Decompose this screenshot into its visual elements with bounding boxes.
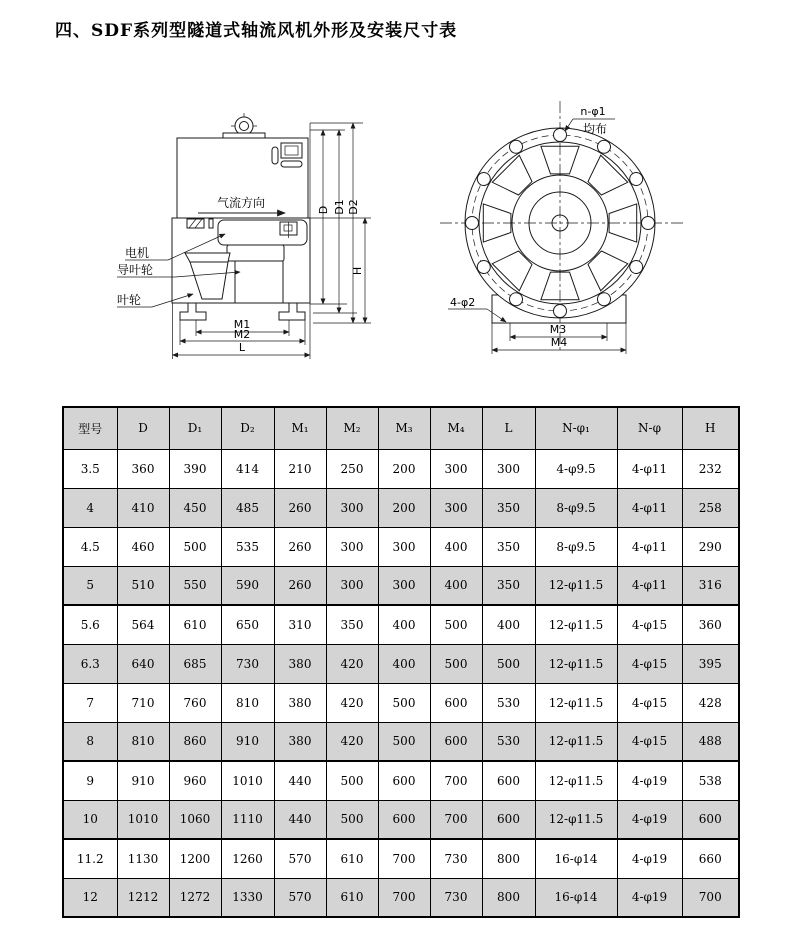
table-cell: 960 — [169, 761, 221, 800]
table-body — [63, 449, 739, 917]
table-cell: 538 — [682, 761, 739, 800]
column-header: M₃ — [378, 407, 430, 449]
table-cell: 535 — [221, 527, 274, 566]
table-cell: 610 — [326, 878, 378, 917]
svg-text:H: H — [351, 266, 364, 276]
table-cell: 4-φ19 — [617, 878, 682, 917]
table-cell: 12 — [63, 878, 117, 917]
table-cell: 300 — [326, 566, 378, 605]
column-header: D₂ — [221, 407, 274, 449]
svg-text:L: L — [238, 341, 246, 354]
table-cell: 810 — [221, 683, 274, 722]
table-cell: 685 — [169, 644, 221, 683]
table-cell: 600 — [682, 800, 739, 839]
table-cell: 1200 — [169, 839, 221, 878]
left-foot — [180, 303, 206, 320]
table-cell: 8-φ9.5 — [535, 488, 617, 527]
table-cell: 590 — [221, 566, 274, 605]
table-cell: 550 — [169, 566, 221, 605]
table-cell: 460 — [117, 527, 169, 566]
table-cell: 485 — [221, 488, 274, 527]
table-cell: 350 — [482, 566, 535, 605]
table-row — [63, 800, 739, 839]
table-cell: 210 — [274, 449, 326, 488]
table-cell: 380 — [274, 722, 326, 761]
table-cell: 410 — [117, 488, 169, 527]
table-cell: 414 — [221, 449, 274, 488]
table-cell: 800 — [482, 878, 535, 917]
table-cell: 12-φ11.5 — [535, 683, 617, 722]
table-cell: 530 — [482, 683, 535, 722]
table-cell: 380 — [274, 644, 326, 683]
table-cell: 1110 — [221, 800, 274, 839]
table-cell: 600 — [430, 683, 482, 722]
table-cell: 600 — [482, 761, 535, 800]
table-cell: 4-φ19 — [617, 839, 682, 878]
table-cell: 360 — [117, 449, 169, 488]
front-view-drawing — [440, 95, 740, 375]
table-cell: 300 — [326, 527, 378, 566]
eye-bolt-icon — [223, 113, 265, 140]
table-cell: 1010 — [117, 800, 169, 839]
table-cell: 12-φ11.5 — [535, 761, 617, 800]
table-cell: 200 — [378, 449, 430, 488]
airflow-label: 气流方向 — [216, 196, 266, 210]
table-cell: 16-φ14 — [535, 839, 617, 878]
table-cell: 400 — [482, 605, 535, 644]
table-cell: 730 — [430, 878, 482, 917]
table-cell: 4-φ15 — [617, 644, 682, 683]
svg-text:D: D — [317, 205, 330, 215]
table-cell: 610 — [326, 839, 378, 878]
table-cell: 4-φ11 — [617, 566, 682, 605]
table-cell: 300 — [482, 449, 535, 488]
page-title: 四、SDF系列型隧道式轴流风机外形及安装尺寸表 — [55, 21, 458, 41]
dimension-table — [62, 406, 740, 918]
table-cell: 1060 — [169, 800, 221, 839]
table-cell: 400 — [378, 605, 430, 644]
table-row — [63, 449, 739, 488]
table-cell: 650 — [221, 605, 274, 644]
table-row — [63, 644, 739, 683]
table-cell: 600 — [378, 800, 430, 839]
table-cell: 400 — [430, 527, 482, 566]
column-header: M₁ — [274, 407, 326, 449]
table-cell: 500 — [378, 683, 430, 722]
table-cell: 350 — [326, 605, 378, 644]
table-cell: 12-φ11.5 — [535, 644, 617, 683]
table-row — [63, 566, 739, 605]
table-cell: 500 — [169, 527, 221, 566]
table-cell: 4.5 — [63, 527, 117, 566]
table-cell: 1330 — [221, 878, 274, 917]
table-cell: 3.5 — [63, 449, 117, 488]
table-row — [63, 605, 739, 644]
table-cell: 4-φ11 — [617, 527, 682, 566]
table-cell: 16-φ14 — [535, 878, 617, 917]
table-row — [63, 488, 739, 527]
table-cell: 350 — [482, 488, 535, 527]
table-cell: 660 — [682, 839, 739, 878]
table-cell: 6.3 — [63, 644, 117, 683]
table-row — [63, 683, 739, 722]
table-cell: 1130 — [117, 839, 169, 878]
column-header: D — [117, 407, 169, 449]
table-cell: 600 — [378, 761, 430, 800]
svg-text:导叶轮: 导叶轮 — [117, 263, 154, 277]
table-cell: 910 — [117, 761, 169, 800]
table-cell: 4-φ11 — [617, 488, 682, 527]
right-foot — [279, 303, 305, 320]
table-cell: 488 — [682, 722, 739, 761]
table-cell: 760 — [169, 683, 221, 722]
table-cell: 564 — [117, 605, 169, 644]
table-cell: 4-φ15 — [617, 722, 682, 761]
table-cell: 4-φ11 — [617, 449, 682, 488]
table-cell: 1010 — [221, 761, 274, 800]
table-cell: 300 — [378, 566, 430, 605]
column-header: M₂ — [326, 407, 378, 449]
table-row — [63, 878, 739, 917]
table-cell: 1212 — [117, 878, 169, 917]
table-cell: 232 — [682, 449, 739, 488]
table-cell: 258 — [682, 488, 739, 527]
svg-text:M4: M4 — [550, 336, 568, 349]
table-cell: 440 — [274, 761, 326, 800]
table-cell: 5 — [63, 566, 117, 605]
table-cell: 300 — [430, 488, 482, 527]
table-row — [63, 722, 739, 761]
table-cell: 11.2 — [63, 839, 117, 878]
svg-text:叶轮: 叶轮 — [117, 293, 142, 307]
table-cell: 7 — [63, 683, 117, 722]
table-cell: 500 — [430, 644, 482, 683]
table-cell: 810 — [117, 722, 169, 761]
table-cell: 12-φ11.5 — [535, 722, 617, 761]
table-cell: 510 — [117, 566, 169, 605]
table-cell: 500 — [326, 761, 378, 800]
table-cell: 500 — [378, 722, 430, 761]
table-cell: 8-φ9.5 — [535, 527, 617, 566]
table-cell: 730 — [430, 839, 482, 878]
table-cell: 290 — [682, 527, 739, 566]
table-cell: 500 — [430, 605, 482, 644]
table-cell: 440 — [274, 800, 326, 839]
table-cell: 428 — [682, 683, 739, 722]
table-cell: 310 — [274, 605, 326, 644]
table-cell: 420 — [326, 644, 378, 683]
table-cell: 260 — [274, 488, 326, 527]
table-cell: 4-φ15 — [617, 683, 682, 722]
table-cell: 860 — [169, 722, 221, 761]
column-header: D₁ — [169, 407, 221, 449]
table-cell: 4-φ9.5 — [535, 449, 617, 488]
table-cell: 360 — [682, 605, 739, 644]
table-cell: 400 — [430, 566, 482, 605]
table-cell: 316 — [682, 566, 739, 605]
table-cell: 500 — [326, 800, 378, 839]
table-cell: 610 — [169, 605, 221, 644]
column-header: 型号 — [63, 407, 117, 449]
table-cell: 4-φ19 — [617, 800, 682, 839]
svg-text:M2: M2 — [233, 328, 251, 341]
table-row — [63, 839, 739, 878]
table-cell: 1272 — [169, 878, 221, 917]
table-cell: 12-φ11.5 — [535, 566, 617, 605]
table-cell: 10 — [63, 800, 117, 839]
svg-text:M1: M1 — [233, 318, 251, 331]
dimension-d-group — [310, 123, 371, 323]
table-cell: 730 — [221, 644, 274, 683]
column-header: M₄ — [430, 407, 482, 449]
column-header: L — [482, 407, 535, 449]
table-cell: 710 — [117, 683, 169, 722]
table-cell: 640 — [117, 644, 169, 683]
table-cell: 700 — [430, 761, 482, 800]
table-cell: 500 — [482, 644, 535, 683]
table-cell: 12-φ11.5 — [535, 800, 617, 839]
table-cell: 570 — [274, 878, 326, 917]
table-cell: 420 — [326, 722, 378, 761]
table-cell: 12-φ11.5 — [535, 605, 617, 644]
table-cell: 260 — [274, 566, 326, 605]
table-cell: 420 — [326, 683, 378, 722]
side-view-drawing — [95, 95, 385, 365]
table-cell: 570 — [274, 839, 326, 878]
table-cell: 300 — [430, 449, 482, 488]
table-cell: 4-φ19 — [617, 761, 682, 800]
table-cell: 8 — [63, 722, 117, 761]
table-cell: 395 — [682, 644, 739, 683]
table-cell: 530 — [482, 722, 535, 761]
table-cell: 350 — [482, 527, 535, 566]
table-cell: 400 — [378, 644, 430, 683]
table-header-row — [63, 407, 739, 449]
table-cell: 260 — [274, 527, 326, 566]
table-cell: 9 — [63, 761, 117, 800]
table-cell: 4 — [63, 488, 117, 527]
svg-text:n-φ1: n-φ1 — [580, 105, 606, 118]
table-cell: 450 — [169, 488, 221, 527]
column-header: H — [682, 407, 739, 449]
table-cell: 800 — [482, 839, 535, 878]
table-cell: 700 — [682, 878, 739, 917]
table-cell: 200 — [378, 488, 430, 527]
svg-text:D2: D2 — [347, 199, 360, 215]
table-cell: 600 — [482, 800, 535, 839]
column-header: N-φ — [617, 407, 682, 449]
table-cell: 300 — [378, 527, 430, 566]
table-cell: 600 — [430, 722, 482, 761]
table-cell: 700 — [378, 878, 430, 917]
dimension-h — [310, 218, 371, 323]
svg-text:M3: M3 — [549, 323, 567, 336]
svg-text:均布: 均布 — [582, 122, 608, 136]
table-cell: 390 — [169, 449, 221, 488]
svg-text:D1: D1 — [333, 199, 346, 215]
table-cell: 300 — [326, 488, 378, 527]
table-cell: 5.6 — [63, 605, 117, 644]
table-cell: 380 — [274, 683, 326, 722]
table-cell: 250 — [326, 449, 378, 488]
table-cell: 910 — [221, 722, 274, 761]
table-cell: 1260 — [221, 839, 274, 878]
table-cell: 700 — [378, 839, 430, 878]
column-header: N-φ₁ — [535, 407, 617, 449]
table-row — [63, 527, 739, 566]
svg-text:4-φ2: 4-φ2 — [450, 296, 476, 309]
table-cell: 4-φ15 — [617, 605, 682, 644]
table-cell: 700 — [430, 800, 482, 839]
table-row — [63, 761, 739, 800]
svg-text:电机: 电机 — [125, 246, 150, 260]
